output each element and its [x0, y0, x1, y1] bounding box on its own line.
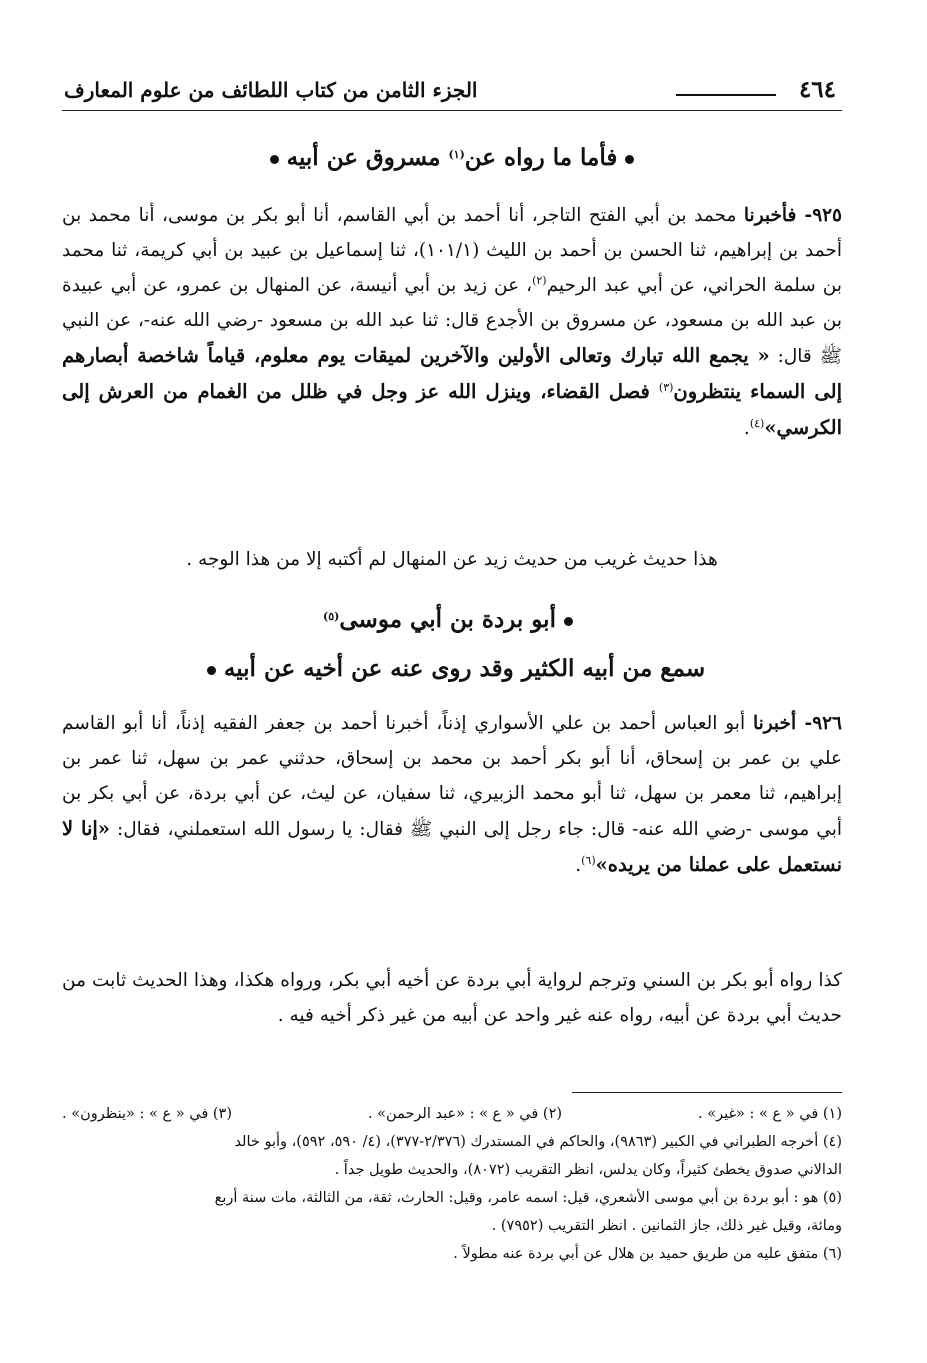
section-heading-masruq — [62, 144, 842, 171]
hadith-925-comment: هذا حديث غريب من حديث زيد عن المنهال لم أكتبه إلا من هذا الوجه . — [186, 549, 718, 570]
hadith-926-comment: كذا رواه أبو بكر بن السني وترجم لرواية أبي بردة عن أخيه أبي بكر، ورواه هكذا، وهذا الحديث ثابت من حديث أبي بردة عن أبيه، رواه عنه غير واحد عن أبيه من غير ذكر أخيه فيه . — [62, 970, 842, 1026]
hadith-isnad-cont: ، عن زيد بن أبي أنيسة، عن المنهال بن عمرو، عن أبي عبيدة بن عبد الله بن مسعود، عن مسروق بن الأجدع قال: ثنا عبد الله بن مسعود -رضي الله عنه-، عن النبي ﷺ قال: — [62, 275, 843, 367]
bullet-icon — [270, 155, 279, 164]
bullet-icon — [625, 155, 634, 164]
page-number: ٤٦٤ — [798, 76, 836, 103]
footnote-ref-1: (١) — [448, 148, 465, 161]
hadith-intro: فأخبرنا — [743, 205, 797, 226]
footnote-3: (٣) في « ع » : «ينظرون» . — [62, 1106, 232, 1122]
footnote-ref-6: (٦) — [581, 854, 596, 867]
footnote-row-1 — [62, 1100, 842, 1128]
footnote-5: (٥) هو : أبو بردة بن أبي موسى الأشعري، قيل: اسمه عامر، وقيل: الحارث، ثقة، من الثالثة، مات سنة أربع — [214, 1190, 842, 1206]
hadith-matn-cont: فصل القضاء، وينزل الله عز وجل في ظلل من الغمام من العرش إلى الكرسي» — [62, 380, 842, 439]
bullet-icon — [207, 666, 216, 675]
footnotes — [62, 1100, 842, 1268]
hadith-matn: « يجمع الله تبارك وتعالى الأولين والآخرين لميقات يوم معلوم، قياماً شاخصة أبصارهم إلى السماء ينتظرون — [62, 344, 842, 403]
footnote-ref-2: (٢) — [532, 274, 547, 287]
section-subtitle: سمع من أبيه الكثير وقد روى عنه عن أخيه عن أبيه — [223, 655, 706, 682]
footnote-ref-3: (٣) — [658, 381, 674, 394]
heading-text-a: فأما ما رواه عن — [464, 144, 618, 171]
hadith-926 — [62, 706, 842, 883]
book-page — [62, 70, 843, 1262]
hadith-end: . — [743, 418, 750, 439]
footnote-ref-5: (٥) — [323, 610, 340, 623]
page-header — [62, 70, 842, 114]
hadith-end: . — [575, 855, 582, 876]
bullet-icon — [564, 617, 573, 626]
footnote-4-cont: الدالاني صدوق يخطئ كثيراً، وكان يدلس، انظر التقريب (٨٠٧٢)، والحديث طويل جداً . — [334, 1162, 842, 1178]
hadith-matn: «إنا لا نستعمل على عملنا من يريده» — [62, 817, 842, 876]
section-title: أبو بردة بن أبي موسى — [339, 606, 556, 633]
heading-text-b: مسروق عن أبيه — [286, 144, 449, 171]
running-title: الجزء الثامن من كتاب اللطائف من علوم المعارف — [64, 78, 478, 102]
hadith-number: ٩٢٥- — [796, 205, 842, 226]
section-heading-abu-burda — [62, 606, 842, 633]
footnote-rule — [572, 1092, 842, 1093]
footnote-1: (١) في « ع » : «غير» . — [698, 1106, 842, 1122]
footnote-ref-4: (٤) — [749, 417, 765, 430]
hadith-intro: أخبرنا — [752, 713, 797, 734]
hadith-number: ٩٢٦- — [796, 713, 842, 734]
hadith-925 — [62, 198, 842, 446]
header-dash — [676, 94, 776, 96]
footnote-5-cont: ومائة، وقيل غير ذلك، جاز الثمانين . انظر التقريب (٧٩٥٢) . — [491, 1218, 842, 1234]
hadith-isnad: محمد بن أبي الفتح التاجر، أنا أحمد بن أبي القاسم، أنا أبو بكر بن موسى، أنا محمد بن أحمد بن إبراهيم، ثنا الحسن بن أحمد بن الليث (١٠١/١)، ثنا إسماعيل بن عبيد بن أبي كريمة، ثنا محمد بن سلمة الحراني، عن أبي عبد الرحيم — [62, 205, 842, 296]
footnote-6: (٦) متفق عليه من طريق حميد بن هلال عن أبي بردة عنه مطولاً . — [453, 1246, 842, 1262]
section-subheading — [62, 655, 842, 682]
hadith-isnad: أبو العباس أحمد بن علي الأسواري إذناً، أخبرنا أحمد بن جعفر الفقيه إذناً، أنا أبو القاسم علي بن عمر بن إسحاق، أنا أبو بكر أحمد بن محمد بن إسحاق، حدثني عمر بن سهل، ثنا عمر بن إبراهيم، ثنا معمر بن سهل، ثنا أبو محمد الزبيري، ثنا سفيان، عن ليث، عن أبي بردة، عن أبي بكر بن أبي موسى -رضي الله عنه- قال: جاء رجل إلى النبي ﷺ فقال: يا رسول الله استعملني، فقال: — [62, 713, 842, 840]
footnote-4: (٤) أخرجه الطبراني في الكبير (٩٨٦٣)، والحاكم في المستدرك (٢/٣٧٦-٣٧٧)، (٤/ ٥٩٠، ٥٩٢)، وأبو خالد — [234, 1134, 842, 1150]
header-rule — [62, 110, 842, 111]
footnote-2: (٢) في « ع » : «عبد الرحمن» . — [367, 1106, 563, 1122]
